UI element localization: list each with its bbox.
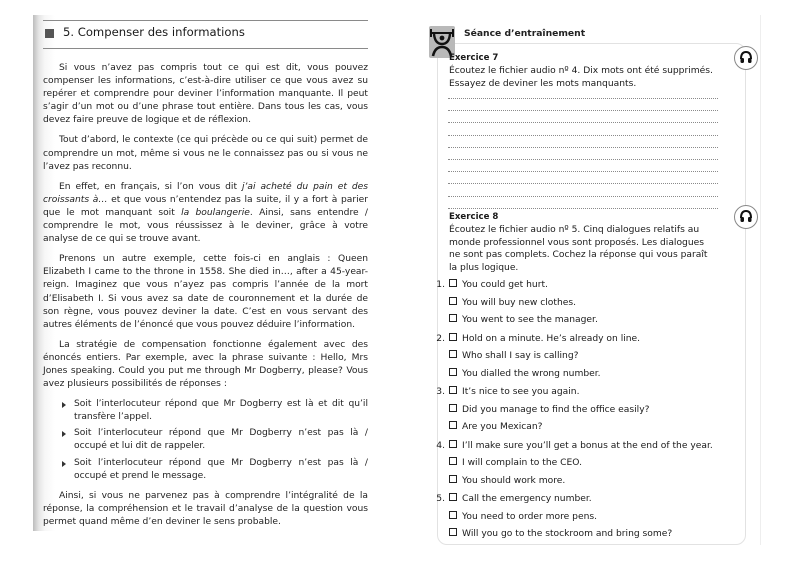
question-number: 5. [436, 494, 445, 504]
answer-option [429, 350, 578, 361]
instruction-line: Écoutez le fichier audio nº 4. Dix mots ont été supprimés. [449, 66, 713, 76]
checkbox[interactable] [449, 511, 457, 519]
answer-option [429, 368, 601, 379]
answer-option [429, 493, 592, 504]
checkbox[interactable] [449, 457, 457, 465]
instruction-line: monde professionnel vous sont proposés. Les dialogues [449, 237, 704, 248]
session-title: Séance d’entraînement [464, 28, 586, 39]
answer-line[interactable] [448, 171, 718, 172]
triangle-bullet-icon [62, 431, 66, 437]
answer-line[interactable] [448, 110, 718, 111]
option-label: Are you Mexican? [462, 422, 543, 432]
left-page [33, 15, 368, 531]
paragraph-text: En effet, en français, si l’on vous dit [59, 181, 242, 192]
option-label: You went to see the manager. [462, 315, 598, 325]
question-number: 3. [436, 387, 445, 397]
answer-option [429, 404, 649, 415]
option-label: Call the emergency number. [462, 494, 592, 504]
bullet-item [43, 427, 368, 453]
answer-option [429, 457, 582, 468]
option-label: Will you go to the stockroom and bring some? [462, 529, 673, 539]
answer-line[interactable] [448, 183, 718, 184]
paragraph: Tout d’abord, le contexte (ce qui précède ou ce qui suit) permet de comprendre un mot, même si vous ne le connaissez pas ou si vous ne l’avez pas reconnu. [43, 135, 368, 172]
paragraph: La stratégie de compensation fonctionne également avec des énoncés entiers. Par exemple, avec la phrase suivante : Hello, Mrs Jones speaking. Could you put me through Mr Dogberry, please? Vous avez plusieurs possibilités de réponses : [43, 339, 368, 390]
checkbox[interactable] [449, 493, 457, 501]
headphones-icon[interactable] [734, 205, 758, 229]
italic-example: la boulangerie [181, 207, 250, 218]
checkbox[interactable] [449, 440, 457, 448]
answer-option [429, 475, 565, 486]
body-text [43, 62, 368, 536]
answer-line[interactable] [448, 208, 718, 209]
option-label: You will buy new clothes. [462, 297, 576, 308]
headphones-icon[interactable] [734, 46, 758, 70]
paragraph: Si vous n’avez pas compris tout ce qui est dit, vous pouvez compenser les informations, c’est-à-dire utiliser ce que vous avez su repérer et comprendre pour deviner l’information manquante. Il peut s’agir d’un mot ou d’une phrase tout entière. Dans tous les cas, vous devez faire preuve de logique et de réflexion. [43, 63, 368, 126]
paragraph-text: et que vous n’entendez pas la suite, il y a fort à parier que le mot manquant soit [43, 194, 368, 218]
exercise-7-instructions [449, 65, 713, 90]
bullet-list [43, 398, 368, 483]
instruction-line: ne sont pas complets. Cochez la réponse qui vous paraît [449, 250, 708, 260]
section-title: 5. Compenser des informations [63, 25, 245, 39]
checkbox[interactable] [449, 421, 457, 429]
option-label: You could get hurt. [462, 280, 548, 290]
instruction-line: Essayez de deviner les mots manquants. [449, 78, 637, 89]
paragraph-text: . Ainsi, sans entendre / comprendre le mot, vous réussissez à le deviner, grâce à votre analyse de ce qui se trouve avant. [43, 207, 368, 245]
checkbox[interactable] [449, 386, 457, 394]
checkbox[interactable] [449, 279, 457, 287]
answer-option [429, 386, 579, 397]
option-label: It’s nice to see you again. [462, 387, 580, 397]
option-label: You dialled the wrong number. [462, 368, 601, 379]
option-label: Did you manage to find the office easily? [462, 404, 650, 415]
paragraph: Prenons un autre exemple, cette fois-ci en anglais : Queen Elizabeth I came to the throne in 1558. She died in…, after a 45-year-reign. Imaginez que vous n’ayez pas compris l’année de la mort d’Elisabeth I. Si vous avez sa date de couronnement et la durée de son règne, vous pouvez deviner la date. C’est en vous servant des autres éléments de l’énoncé que vous pouvez déduire l’information. [43, 254, 368, 330]
bullet-item [43, 457, 368, 483]
option-label: I’ll make sure you’ll get a bonus at the end of the year. [462, 440, 713, 451]
answer-option [429, 528, 672, 539]
option-label: I will complain to the CEO. [462, 458, 582, 468]
instruction-line: la plus logique. [449, 262, 519, 273]
exercise-8-title: Exercice 8 [449, 212, 499, 222]
answer-line[interactable] [448, 135, 718, 136]
section-header [43, 20, 368, 49]
italic-example: j’ai acheté du pain et des croissants à… [43, 181, 368, 205]
answer-option [429, 314, 598, 325]
square-bullet-icon [45, 29, 54, 38]
answer-option [429, 440, 713, 451]
exercise-box [437, 43, 746, 545]
bullet-item [43, 398, 368, 424]
checkbox[interactable] [449, 350, 457, 358]
exercise-8-instructions [449, 224, 707, 274]
bullet-text: Soit l’interlocuteur répond que Mr Dogberry est là et dit qu’il transfère l’appel. [74, 399, 368, 423]
checkbox[interactable] [449, 475, 457, 483]
answer-line[interactable] [448, 122, 718, 123]
option-label: Hold on a minute. He’s already on line. [462, 333, 641, 344]
question-number: 4. [436, 440, 445, 451]
option-label: Who shall I say is calling? [462, 351, 579, 361]
checkbox[interactable] [449, 333, 457, 341]
bullet-text: Soit l’interlocuteur répond que Mr Dogberry n’est pas là / occupé et lui dit de rappeler. [74, 428, 368, 452]
triangle-bullet-icon [62, 461, 66, 467]
exercise-7-title: Exercice 7 [449, 53, 499, 63]
checkbox[interactable] [449, 404, 457, 412]
instruction-line: Écoutez le fichier audio nº 5. Cinq dialogues relatifs au [449, 225, 700, 235]
answer-option [429, 333, 640, 344]
answer-line[interactable] [448, 196, 718, 197]
answer-line[interactable] [448, 98, 718, 99]
answer-line[interactable] [448, 159, 718, 160]
checkbox[interactable] [449, 314, 457, 322]
bullet-text: Soit l’interlocuteur répond que Mr Dogberry n’est pas là / occupé et prend le message. [74, 457, 368, 481]
paragraph: Ainsi, si vous ne parvenez pas à comprendre l’intégralité de la réponse, la compréhension et le travail d’analyse de la question vous permet quand même d’en deviner le sens probable. [43, 490, 368, 527]
checkbox[interactable] [449, 368, 457, 376]
checkbox[interactable] [449, 528, 457, 536]
option-label: You need to order more pens. [462, 511, 598, 522]
right-page [420, 15, 761, 545]
question-number: 2. [436, 333, 445, 344]
paragraph [43, 181, 368, 246]
question-number: 1. [436, 280, 445, 290]
answer-option [429, 421, 542, 432]
answer-option [429, 279, 548, 290]
checkbox[interactable] [449, 297, 457, 305]
answer-option [429, 511, 597, 522]
answer-line[interactable] [448, 147, 718, 148]
triangle-bullet-icon [62, 402, 66, 408]
option-label: You should work more. [462, 475, 566, 486]
answer-option [429, 297, 576, 308]
